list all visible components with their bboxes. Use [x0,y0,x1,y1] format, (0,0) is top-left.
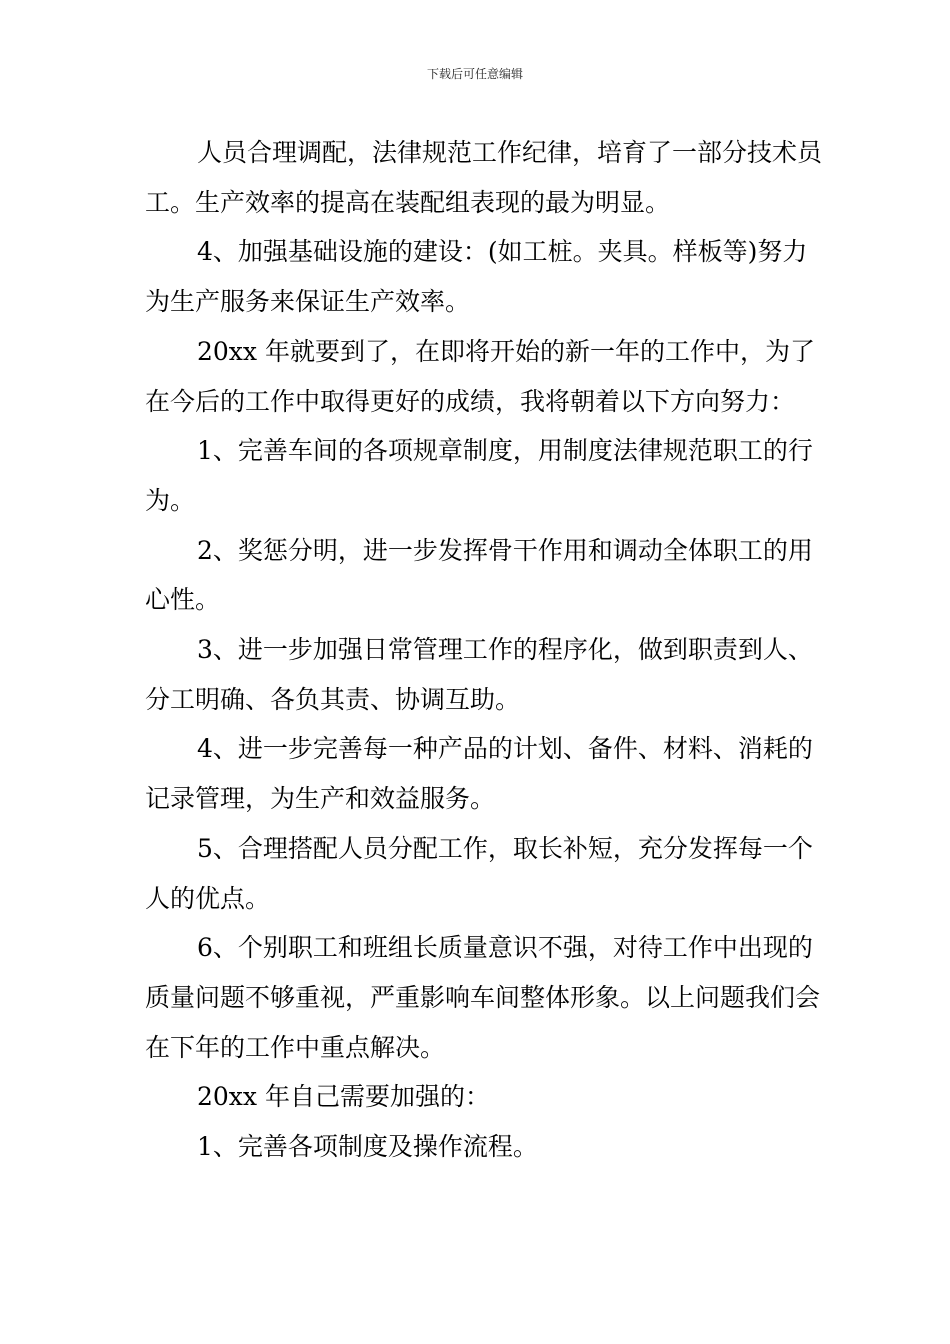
paragraph: 20xx 年就要到了，在即将开始的新一年的工作中，为了在今后的工作中取得更好的成绩，我将朝着以下方向努力： [145,336,815,416]
paragraph: 3、进一步加强日常管理工作的程序化，做到职责到人、分工明确、各负其责、协调互助。 [145,635,813,714]
paragraph: 1、完善车间的各项规章制度，用制度法律规范职工的行为。 [145,436,813,515]
page-header: 下载后可任意编辑 [426,67,523,81]
paragraph: 5、合理搭配人员分配工作，取长补短，充分发挥每一个人的优点。 [145,833,813,913]
paragraph: 2、奖惩分明，进一步发挥骨干作用和调动全体职工的用心性。 [145,535,813,615]
paragraph: 1、完善各项制度及操作流程。 [197,1132,538,1162]
paragraph: 4、加强基础设施的建设：(如工桩。夹具。样板等)努力为生产服务来保证生产效率。 [145,237,808,317]
document-body [145,128,825,1172]
paragraph: 20xx 年自己需要加强的： [197,1082,490,1112]
paragraph: 6、个别职工和班组长质量意识不强，对待工作中出现的质量问题不够重视，严重影响车间整体形象。以上问题我们会在下年的工作中重点解决。 [145,933,821,1062]
paragraph: 4、进一步完善每一种产品的计划、备件、材料、消耗的记录管理，为生产和效益服务。 [145,734,813,814]
paragraph: 人员合理调配，法律规范工作纪律，培育了一部分技术员工。生产效率的提高在装配组表现的最为明显。 [145,138,823,217]
